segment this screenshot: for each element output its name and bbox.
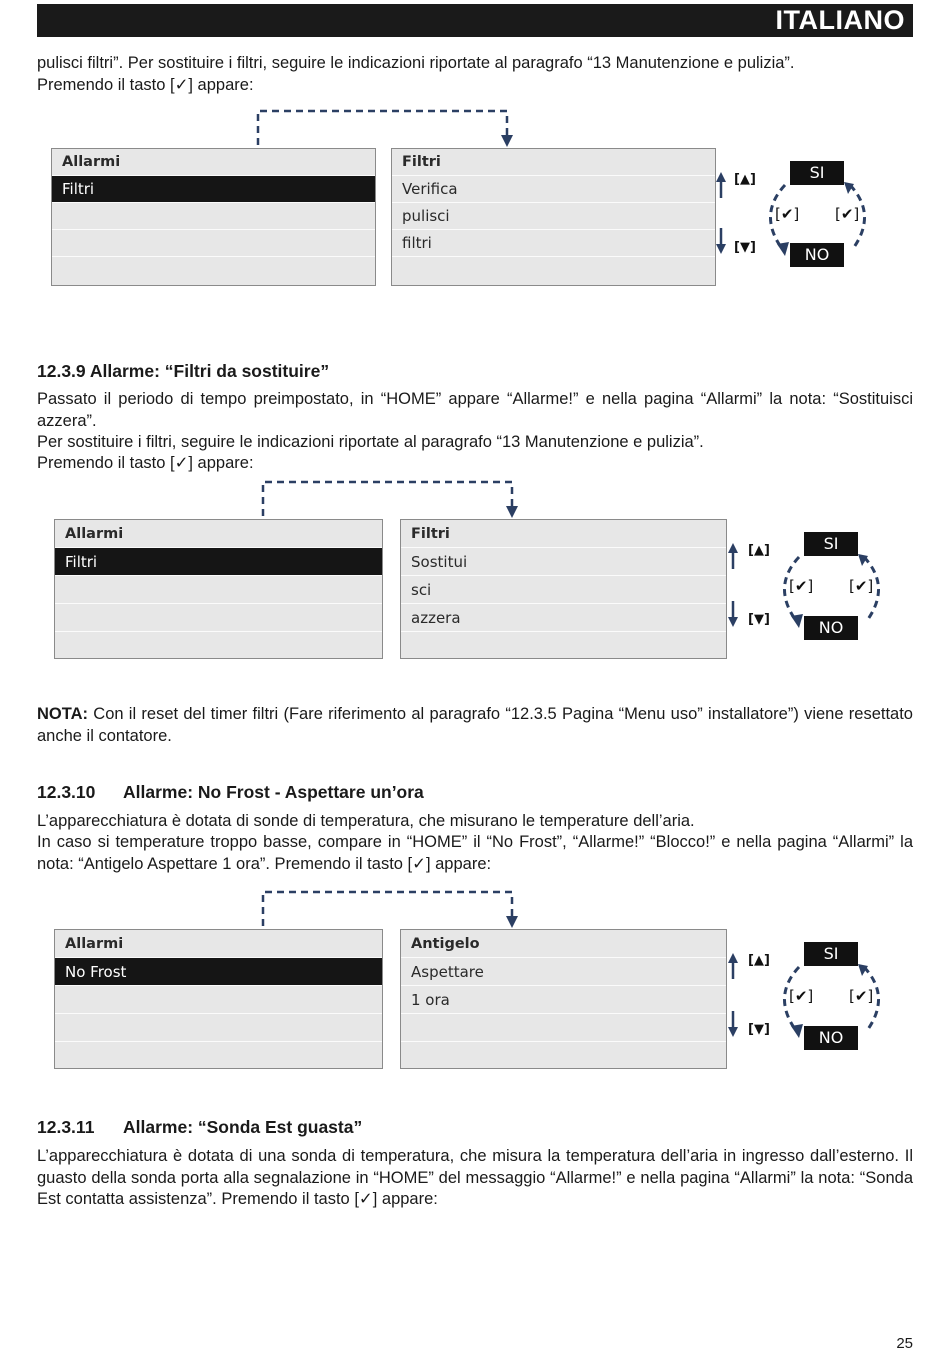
up-button[interactable]: [▲] (734, 172, 756, 187)
alarms-empty-row (55, 576, 382, 604)
si-button[interactable]: SI (804, 532, 858, 556)
detail-line: azzera (401, 604, 726, 632)
detail-empty-row (392, 257, 715, 284)
section-number: 12.3.11 (37, 1117, 95, 1137)
alarms-empty-row (55, 1014, 382, 1042)
section-heading-12-3-9 (37, 361, 329, 382)
note-label: NOTA: (37, 705, 89, 723)
alarms-panel-title: Allarmi (52, 149, 375, 176)
language-label: ITALIANO (775, 5, 905, 35)
detail-empty-row (401, 1042, 726, 1069)
alarms-empty-row (55, 1042, 382, 1069)
detail-panel-title: Filtri (401, 520, 726, 548)
section-12-3-9-paragraph-1: Passato il periodo di tempo preimpostato, in “HOME” appare “Allarme!” e nella pagina “Allarmi” la nota: “Sostituisci azzera”. (37, 390, 913, 430)
alarms-empty-row (52, 230, 375, 257)
detail-line: 1 ora (401, 986, 726, 1014)
section-title: Allarme: “Filtri da sostituire” (89, 361, 330, 381)
down-button[interactable]: [▼] (734, 240, 756, 255)
check-button-right[interactable]: [✔] (849, 987, 874, 1005)
alarms-panel-title: Allarmi (55, 520, 382, 548)
down-button[interactable]: [▼] (748, 1022, 770, 1037)
down-button[interactable]: [▼] (748, 612, 770, 627)
up-down-arrows (726, 951, 740, 1038)
detail-panel (400, 519, 727, 659)
check-button-left[interactable]: [✔] (789, 577, 814, 595)
detail-panel-title: Antigelo (401, 930, 726, 958)
si-button[interactable]: SI (790, 161, 844, 185)
detail-line: Verifica (392, 176, 715, 203)
alarms-panel (54, 519, 383, 659)
detail-panel (391, 148, 716, 286)
alarms-empty-row (55, 986, 382, 1014)
no-button[interactable]: NO (790, 243, 844, 267)
alarms-selected-item[interactable]: No Frost (55, 958, 382, 986)
section-title: Allarme: No Frost - Aspettare un’ora (123, 782, 424, 802)
note-text: Con il reset del timer filtri (Fare riferimento al paragrafo “12.3.5 Pagina “Menu uso” installatore”) viene resettato anche il contatore. (37, 705, 913, 745)
detail-line: sci (401, 576, 726, 604)
dashed-link-arrow (255, 886, 525, 931)
check-button-left[interactable]: [✔] (775, 205, 800, 223)
section-title: Allarme: “Sonda Est guasta” (123, 1117, 363, 1137)
detail-line: Aspettare (401, 958, 726, 986)
alarms-panel (54, 929, 383, 1069)
detail-line: Sostitui (401, 548, 726, 576)
check-button-right[interactable]: [✔] (849, 577, 874, 595)
section-12-3-11-paragraph-1: L’apparecchiatura è dotata di una sonda di temperatura, che misura la temperatura dell’aria in ingresso dall’esterno. Il guasto della sonda porta alla segnalazione in “HOME” del messaggio “Allarme!” e nella pagina “Allarmi” la nota: “Sonda Est contatta assistenza”. Premendo il tasto [✓] appare: (37, 1147, 913, 1208)
note-paragraph (37, 704, 913, 747)
dashed-link-arrow (250, 105, 520, 150)
intro-line-2: Premendo il tasto [✓] appare: (37, 76, 254, 94)
alarms-empty-row (52, 257, 375, 284)
check-button-left[interactable]: [✔] (789, 987, 814, 1005)
section-heading-12-3-10 (37, 782, 424, 803)
alarms-selected-item[interactable]: Filtri (52, 176, 375, 203)
alarms-panel-title: Allarmi (55, 930, 382, 958)
detail-empty-row (401, 1014, 726, 1042)
no-button[interactable]: NO (804, 1026, 858, 1050)
section-12-3-10-paragraph-2: In caso si temperature troppo basse, compare in “HOME” il “No Frost”, “Allarme!” “Blocco!” e nella pagina “Allarmi” la nota: “Antigelo Aspettare 1 ora”. Premendo il tasto [✓] appare: (37, 833, 913, 873)
section-12-3-9-paragraph-2: Per sostituire i filtri, seguire le indicazioni riportate al paragrafo “13 Manutenzione e pulizia”. (37, 433, 704, 451)
language-header-bar (37, 4, 913, 37)
check-button-right[interactable]: [✔] (835, 205, 860, 223)
alarms-panel (51, 148, 376, 286)
alarms-empty-row (52, 203, 375, 230)
alarms-selected-item[interactable]: Filtri (55, 548, 382, 576)
page-number: 25 (896, 1335, 913, 1352)
section-number: 12.3.10 (37, 782, 96, 802)
dashed-link-arrow (255, 476, 525, 521)
detail-line: pulisci (392, 203, 715, 230)
detail-empty-row (401, 632, 726, 659)
up-button[interactable]: [▲] (748, 953, 770, 968)
alarms-empty-row (55, 632, 382, 659)
section-12-3-10-paragraph-1: L’apparecchiatura è dotata di sonde di temperatura, che misurano le temperature dell’aria. (37, 812, 695, 830)
si-button[interactable]: SI (804, 942, 858, 966)
up-down-arrows (714, 170, 728, 255)
alarms-empty-row (55, 604, 382, 632)
intro-line-1: pulisci filtri”. Per sostituire i filtri, seguire le indicazioni riportate al paragrafo “13 Manutenzione e pulizia”. (37, 54, 795, 72)
section-number: 12.3.9 (37, 361, 86, 381)
detail-panel (400, 929, 727, 1069)
detail-line: filtri (392, 230, 715, 257)
up-down-arrows (726, 541, 740, 628)
up-button[interactable]: [▲] (748, 543, 770, 558)
section-12-3-9-paragraph-3: Premendo il tasto [✓] appare: (37, 454, 254, 472)
section-heading-12-3-11 (37, 1117, 362, 1138)
detail-panel-title: Filtri (392, 149, 715, 176)
no-button[interactable]: NO (804, 616, 858, 640)
